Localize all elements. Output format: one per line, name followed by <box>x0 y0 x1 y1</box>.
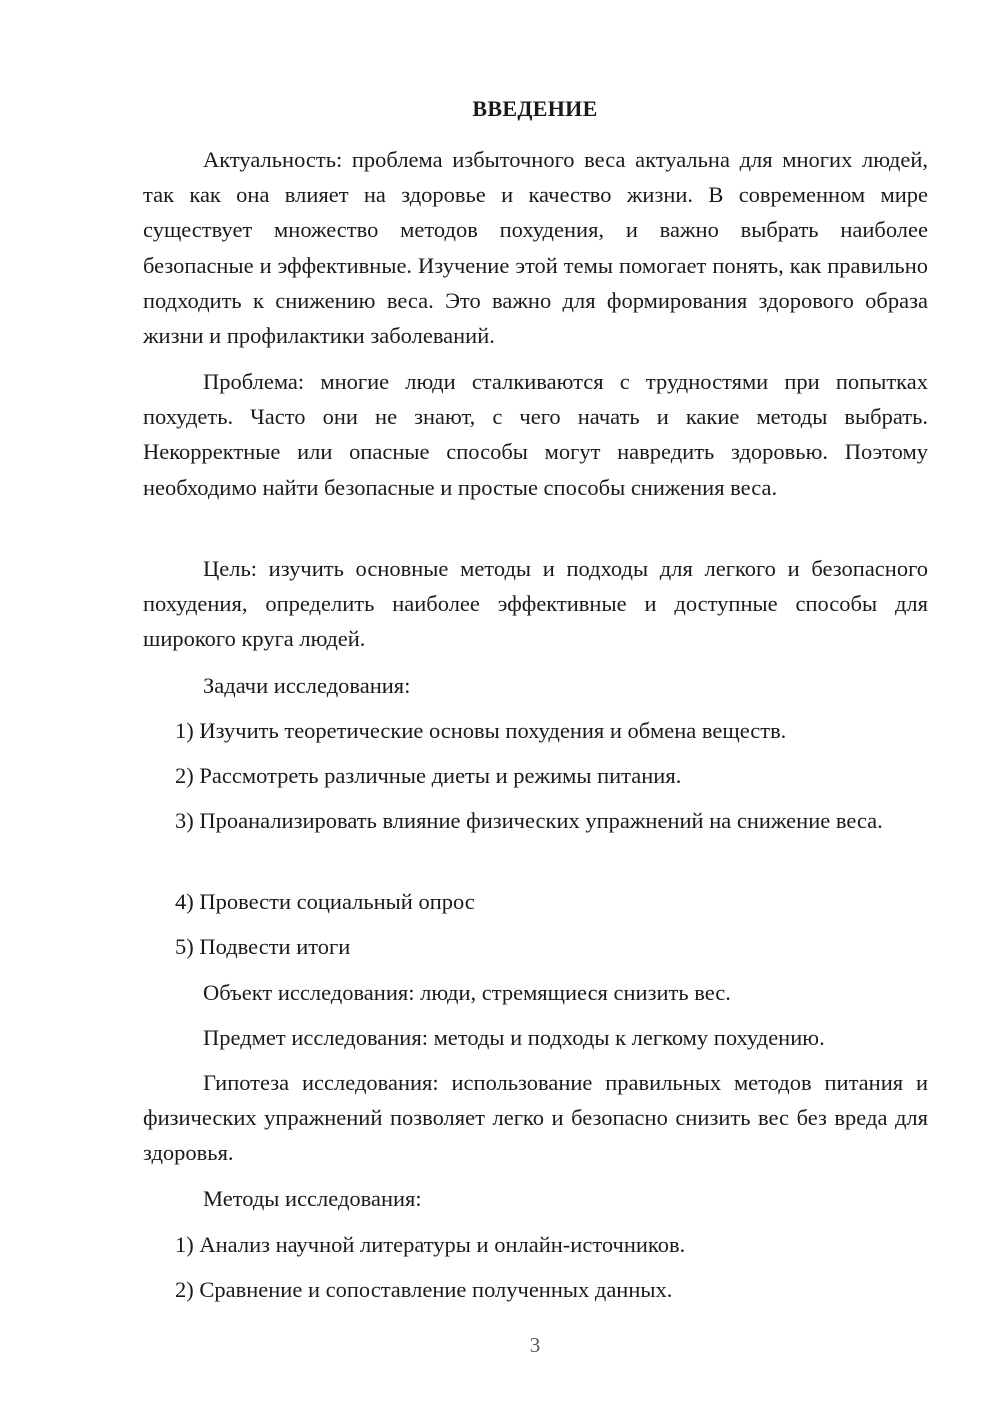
problem-paragraph: Проблема: многие люди сталкиваются с трудностями при попытках похудеть. Часто они не знают, с чего начать и какие методы выбрать. Некорректные или опасные способы могут навредить здоровью. Поэтому необходимо найти безопасные и простые способы снижения веса. <box>143 369 928 500</box>
methods-title: Методы исследования: <box>203 1186 422 1211</box>
page-number: 3 <box>529 1333 541 1357</box>
tasks-title: Задачи исследования: <box>203 673 411 698</box>
section-heading: ВВЕДЕНИЕ <box>472 96 598 121</box>
method-item: 2) Сравнение и сопоставление полученных данных. <box>175 1277 673 1302</box>
goal-paragraph: Цель: изучить основные методы и подходы для легкого и безопасного похудения, определить наиболее эффективные и доступные способы для широкого круга людей. <box>143 556 928 652</box>
task-item: 2) Рассмотреть различные диеты и режимы питания. <box>175 763 682 788</box>
task-item: 3) Проанализировать влияние физических упражнений на снижение веса. <box>175 808 883 833</box>
task-item: 5) Подвести итоги <box>175 934 351 959</box>
object-line: Объект исследования: люди, стремящиеся снизить вес. <box>203 980 731 1005</box>
task-item: 4) Провести социальный опрос <box>175 889 475 914</box>
hypothesis-paragraph: Гипотеза исследования: использование правильных методов питания и физических упражнений позволяет легко и безопасно снизить вес без вреда для здоровья. <box>143 1070 928 1166</box>
relevance-paragraph: Актуальность: проблема избыточного веса актуальна для многих людей, так как она влияет на здоровье и качество жизни. В современном мире существует множество методов похудения, и важно выбрать наиболее безопасные и эффективные. Изучение этой темы помогает понять, как правильно подходить к снижению веса. Это важно для формирования здорового образа жизни и профилактики заболеваний. <box>143 147 928 349</box>
subject-line: Предмет исследования: методы и подходы к легкому похудению. <box>203 1025 825 1050</box>
task-item: 1) Изучить теоретические основы похудения и обмена веществ. <box>175 718 787 743</box>
method-item: 1) Анализ научной литературы и онлайн-источников. <box>175 1232 686 1257</box>
